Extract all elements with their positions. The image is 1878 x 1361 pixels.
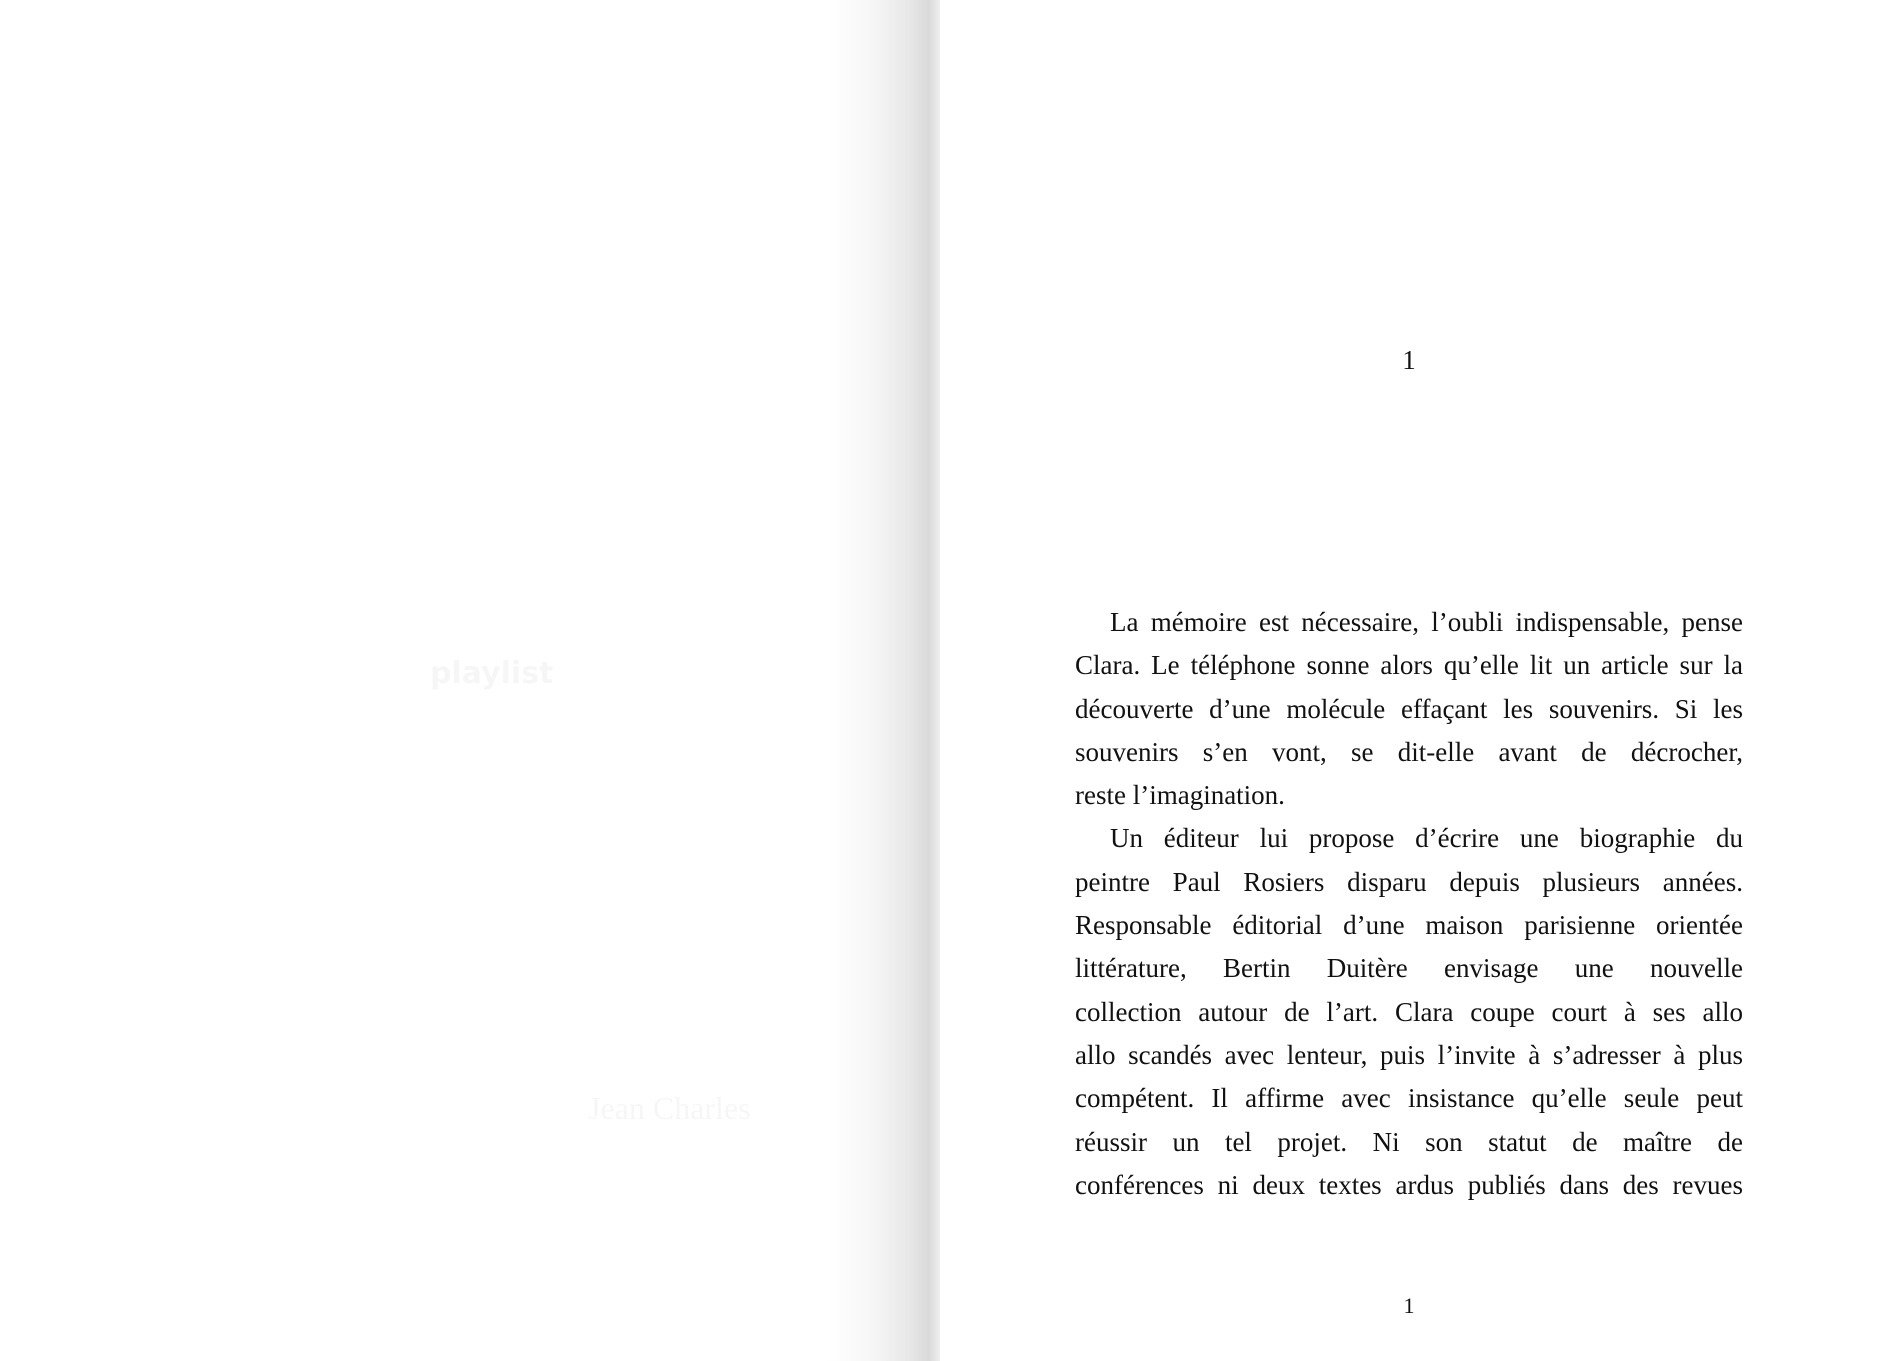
show-through-title (430, 656, 553, 691)
text-line: La mémoire est nécessaire, l’oubli indispensable, pense (1110, 607, 1743, 637)
text-line: littérature, Bertin Duitère envisage une nouvelle (1075, 953, 1743, 984)
text-line: Un éditeur lui propose d’écrire une biographie du (1110, 823, 1743, 854)
chapter-number: 1 (1402, 345, 1416, 375)
text-line: souvenirs s’en vont, se dit-elle avant de décrocher, (1075, 736, 1743, 767)
paragraph-1 (1075, 601, 1743, 817)
text-line: découverte d’une molécule effaçant les souvenirs. Si les (1075, 693, 1743, 724)
right-page (940, 0, 1878, 1361)
text-line: conférences ni deux textes ardus publiés dans des revues (1075, 1169, 1743, 1200)
show-through-author (588, 1090, 751, 1127)
text-line: allo scandés avec lenteur, puis l’invite à s’adresser à plus (1075, 1039, 1743, 1070)
text-line: réussir un tel projet. Ni son statut de maître de (1075, 1126, 1743, 1157)
paragraph-2 (1075, 817, 1743, 1207)
page-number: 1 (1403, 1293, 1415, 1318)
body-text (1075, 601, 1743, 1207)
text-line: reste l’imagination. (1075, 780, 1285, 811)
text-line: collection autour de l’art. Clara coupe court à ses allo (1075, 996, 1743, 1027)
text-line: Clara. Le téléphone sonne alors qu’elle lit un article sur la (1075, 650, 1743, 681)
text-line: Responsable éditorial d’une maison parisienne orientée (1075, 910, 1743, 941)
text-line: compétent. Il affirme avec insistance qu’elle seule peut (1075, 1083, 1743, 1114)
text-line: peintre Paul Rosiers disparu depuis plusieurs années. (1075, 866, 1743, 897)
